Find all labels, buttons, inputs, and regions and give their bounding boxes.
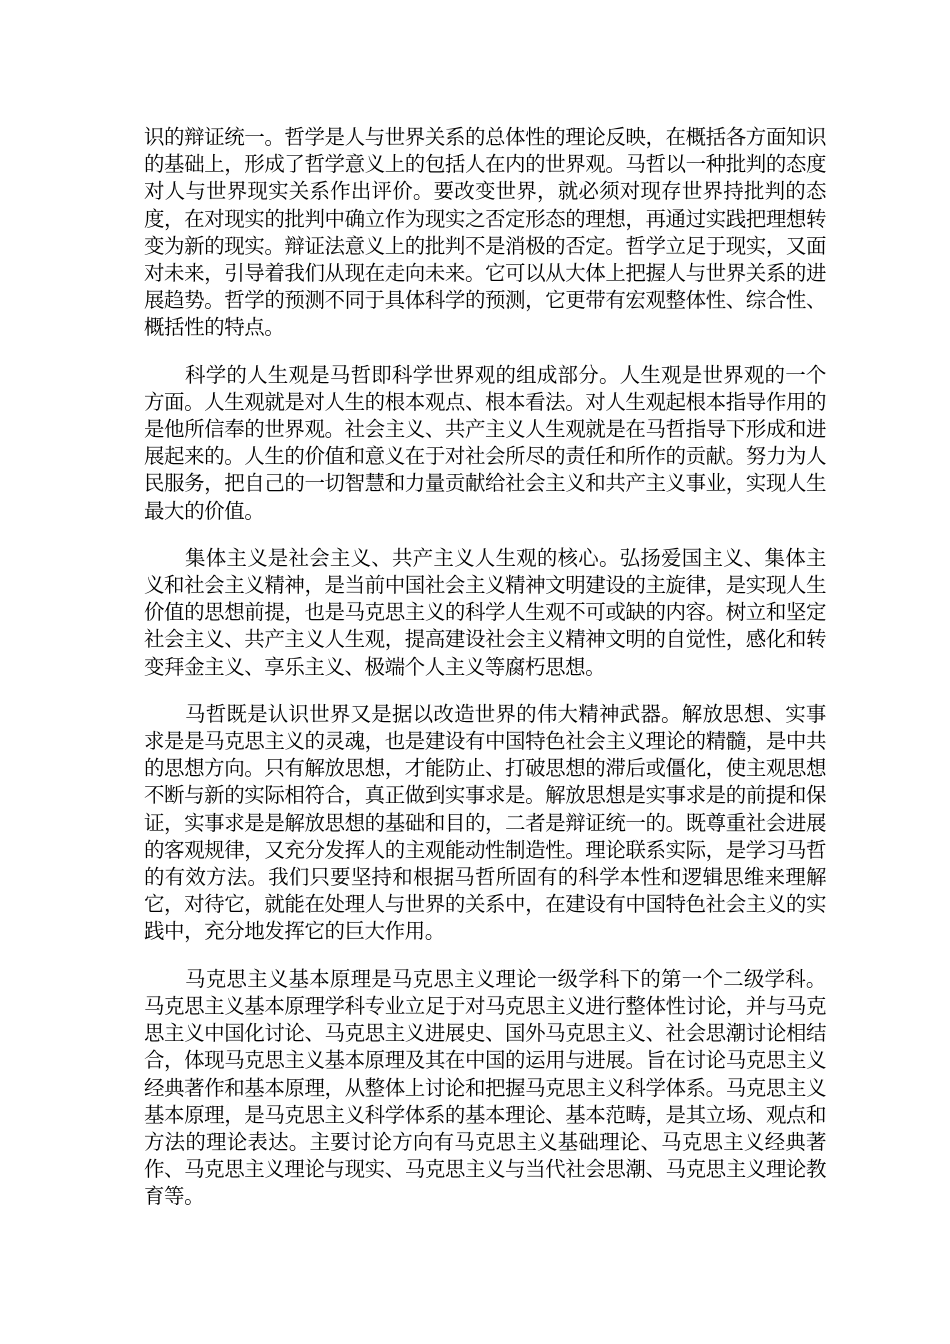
document-body [144,124,826,1231]
paragraph-2: 科学的人生观是马哲即科学世界观的组成部分。人生观是世界观的一个方面。人生观就是对人生的根本观点、根本看法。对人生观起根本指导作用的是他所信奉的世界观。社会主义、共产主义人生观就是在马哲指导下形成和进展起来的。人生的价值和意义在于对社会所尽的责任和所作的贡献。努力为人民服务，把自己的一切智慧和力量贡献给社会主义和共产主义事业，实现人生最大的价值。 [144,362,826,523]
paragraph-1: 识的辩证统一。哲学是人与世界关系的总体性的理论反映，在概括各方面知识的基础上，形成了哲学意义上的包括人在内的世界观。马哲以一种批判的态度对人与世界现实关系作出评价。要改变世界，就必须对现存世界持批判的态度，在对现实的批判中确立作为现实之否定形态的理想，再通过实践把理想转变为新的现实。辩证法意义上的批判不是消极的否定。哲学立足于现实，又面对未来，引导着我们从现在走向未来。它可以从大体上把握人与世界关系的进展趋势。哲学的预测不同于具体科学的预测，它更带有宏观整体性、综合性、概括性的特点。 [144,125,826,340]
paragraph-3: 集体主义是社会主义、共产主义人生观的核心。弘扬爱国主义、集体主义和社会主义精神，是当前中国社会主义精神文明建设的主旋律，是实现人生价值的思想前提，也是马克思主义的科学人生观不可或缺的内容。树立和坚定社会主义、共产主义人生观，提高建设社会主义精神文明的自觉性，感化和转变拜金主义、享乐主义、极端个人主义等腐朽思想。 [144,545,826,679]
paragraph-5: 马克思主义基本原理是马克思主义理论一级学科下的第一个二级学科。马克思主义基本原理学科专业立足于对马克思主义进行整体性讨论，并与马克思主义中国化讨论、马克思主义进展史、国外马克思主义、社会思潮讨论相结合，体现马克思主义基本原理及其在中国的运用与进展。旨在讨论马克思主义经典著作和基本原理，从整体上讨论和把握马克思主义科学体系。马克思主义基本原理，是马克思主义科学体系的基本理论、基本范畴，是其立场、观点和方法的理论表达。主要讨论方向有马克思主义基础理论、马克思主义经典著作、马克思主义理论与现实、马克思主义与当代社会思潮、马克思主义理论教育等。 [144,966,826,1209]
paragraph-4: 马哲既是认识世界又是据以改造世界的伟大精神武器。解放思想、实事求是是马克思主义的灵魂，也是建设有中国特色社会主义理论的精髓，是中共的思想方向。只有解放思想，才能防止、打破思想的滞后或僵化，使主观思想不断与新的实际相符合，真正做到实事求是。解放思想是实事求是的前提和保证，实事求是是解放思想的基础和目的，二者是辩证统一的。既尊重社会进展的客观规律，又充分发挥人的主观能动性制造性。理论联系实际，是学习马哲的有效方法。我们只要坚持和根据马哲所固有的科学本性和逻辑思维来理解它，对待它，就能在处理人与世界的关系中，在建设有中国特色社会主义的实践中，充分地发挥它的巨大作用。 [144,701,826,944]
